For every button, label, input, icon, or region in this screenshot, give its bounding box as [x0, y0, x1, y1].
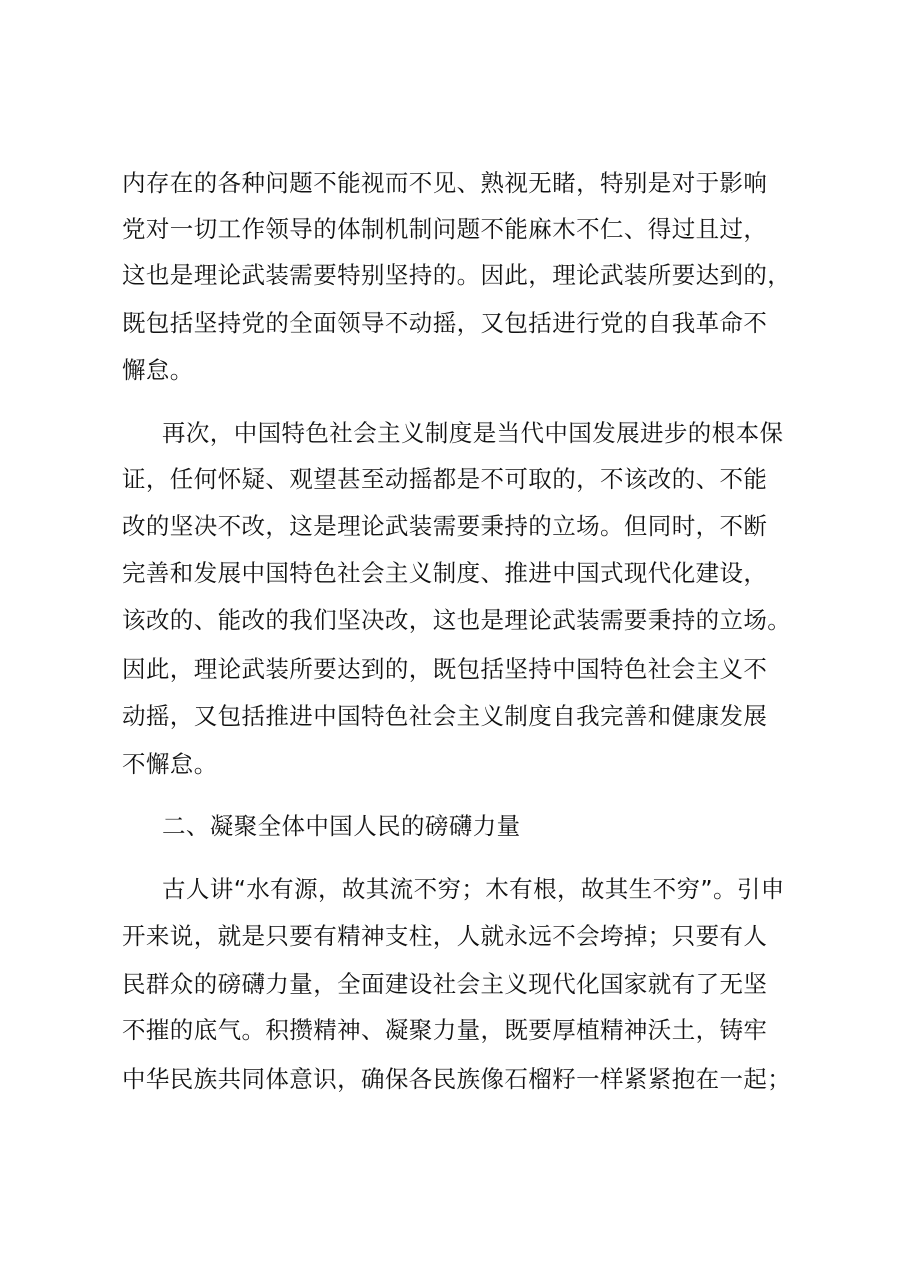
text-line: 这也是理论武装需要特别坚持的。因此，理论武装所要达到的， [122, 261, 792, 289]
text-line: 党对一切工作领导的体制机制问题不能麻木不仁、得过且过， [122, 215, 768, 243]
text-line: 动摇，又包括推进中国特色社会主义制度自我完善和健康发展 [122, 702, 768, 730]
text-line: 证，任何怀疑、观望甚至动摇都是不可取的，不该改的、不能 [122, 465, 768, 493]
text-line: 懈怠。 [122, 356, 194, 384]
text-line: 因此，理论武装所要达到的，既包括坚持中国特色社会主义不 [122, 655, 768, 683]
text-line: 不摧的底气。积攒精神、凝聚力量，既要厚植精神沃土，铸牢 [122, 1016, 768, 1044]
text-line: 开来说，就是只要有精神支柱，人就永远不会垮掉；只要有人 [122, 922, 768, 950]
paragraph-first-line: 再次，中国特色社会主义制度是当代中国发展进步的根本保 [162, 419, 784, 447]
paragraph-first-line: 古人讲“水有源，故其流不穷；木有根，故其生不穷”。引申 [162, 875, 785, 903]
text-line: 既包括坚持党的全面领导不动摇，又包括进行党的自我革命不 [122, 309, 768, 337]
text-line: 民群众的磅礴力量，全面建设社会主义现代化国家就有了无坚 [122, 970, 768, 998]
text-line: 完善和发展中国特色社会主义制度、推进中国式现代化建设， [122, 559, 768, 587]
text-line: 该改的、能改的我们坚决改，这也是理论武装需要秉持的立场。 [122, 606, 792, 634]
text-line: 改的坚决不改，这是理论武装需要秉持的立场。但同时，不断 [122, 512, 768, 540]
text-line: 不懈怠。 [122, 750, 218, 778]
section-heading: 二、凝聚全体中国人民的磅礴力量 [162, 812, 521, 840]
text-line: 内存在的各种问题不能视而不见、熟视无睹，特别是对于影响 [122, 169, 768, 197]
text-line: 中华民族共同体意识，确保各民族像石榴籽一样紧紧抱在一起； [122, 1065, 792, 1093]
